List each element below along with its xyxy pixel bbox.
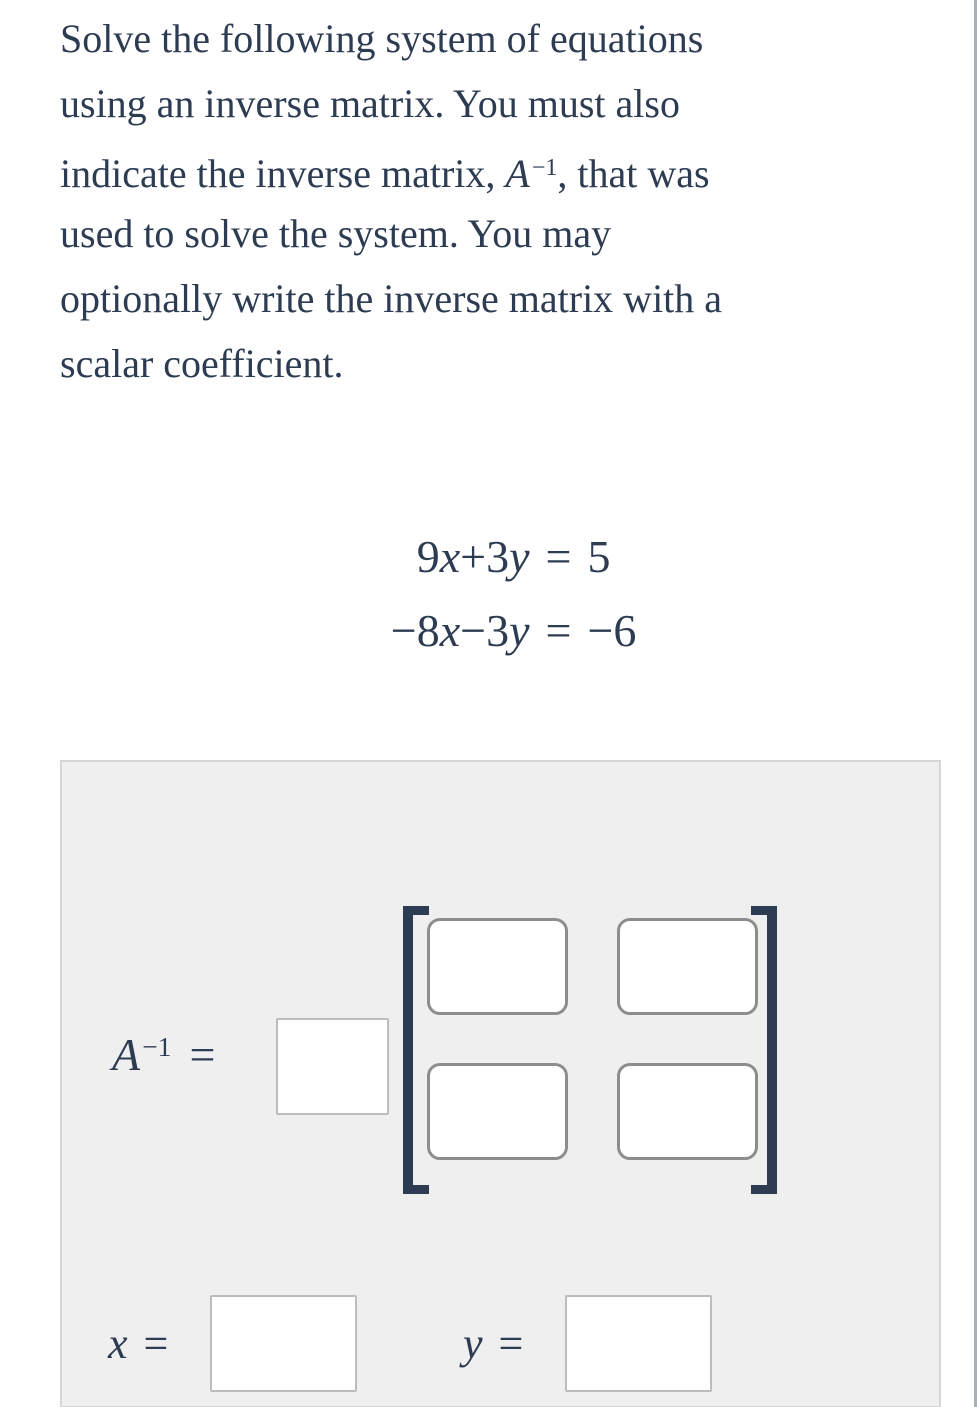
inverse-matrix-label-exponent: −1 <box>142 1031 172 1063</box>
equation-2 <box>0 594 977 668</box>
inverse-matrix-label-equals: = <box>189 1029 216 1080</box>
problem-line: used to solve the system. You may <box>60 211 612 256</box>
matrix-cell-input-row2-col2[interactable] <box>617 1063 758 1160</box>
problem-line3-post: , that was <box>557 151 710 196</box>
problem-line <box>60 136 960 201</box>
inverse-matrix-exponent: −1 <box>531 155 558 181</box>
problem-statement <box>60 6 960 396</box>
x-equals: = <box>143 1319 169 1368</box>
x-value-input[interactable] <box>210 1295 357 1392</box>
matrix-cell-input-row2-col1[interactable] <box>427 1063 568 1160</box>
x-label <box>108 1318 168 1369</box>
inverse-matrix-label-base: A <box>112 1029 141 1080</box>
inverse-matrix-label <box>112 1028 215 1081</box>
x-variable: x <box>108 1319 128 1368</box>
y-equals: = <box>498 1319 524 1368</box>
problem-line: Solve the following system of equations <box>60 16 704 61</box>
y-label <box>463 1318 523 1369</box>
problem-line: optionally write the inverse matrix with a <box>60 276 723 321</box>
equation-2-rhs: −6 <box>587 605 637 656</box>
y-value-input[interactable] <box>565 1295 712 1392</box>
equation-block <box>0 520 977 668</box>
equation-2-equals: = <box>545 605 572 656</box>
y-variable: y <box>463 1319 483 1368</box>
scalar-coefficient-input[interactable] <box>276 1018 389 1115</box>
problem-line3-pre: indicate the inverse matrix, <box>60 151 506 196</box>
equation-1-equals: = <box>545 531 572 582</box>
equation-1-rhs: 5 <box>587 531 611 582</box>
matrix-left-bracket <box>403 906 429 1194</box>
problem-line: scalar coefficient. <box>60 341 344 386</box>
problem-line: using an inverse matrix. You must also <box>60 81 680 126</box>
matrix-cell-input-row1-col1[interactable] <box>427 918 568 1015</box>
equation-1 <box>0 520 977 594</box>
matrix-cell-input-row1-col2[interactable] <box>617 918 758 1015</box>
inverse-matrix-symbol: A <box>505 151 530 196</box>
equation-2-lhs: −8x−3y <box>390 605 530 656</box>
equation-1-lhs: 9x+3y <box>416 531 530 582</box>
